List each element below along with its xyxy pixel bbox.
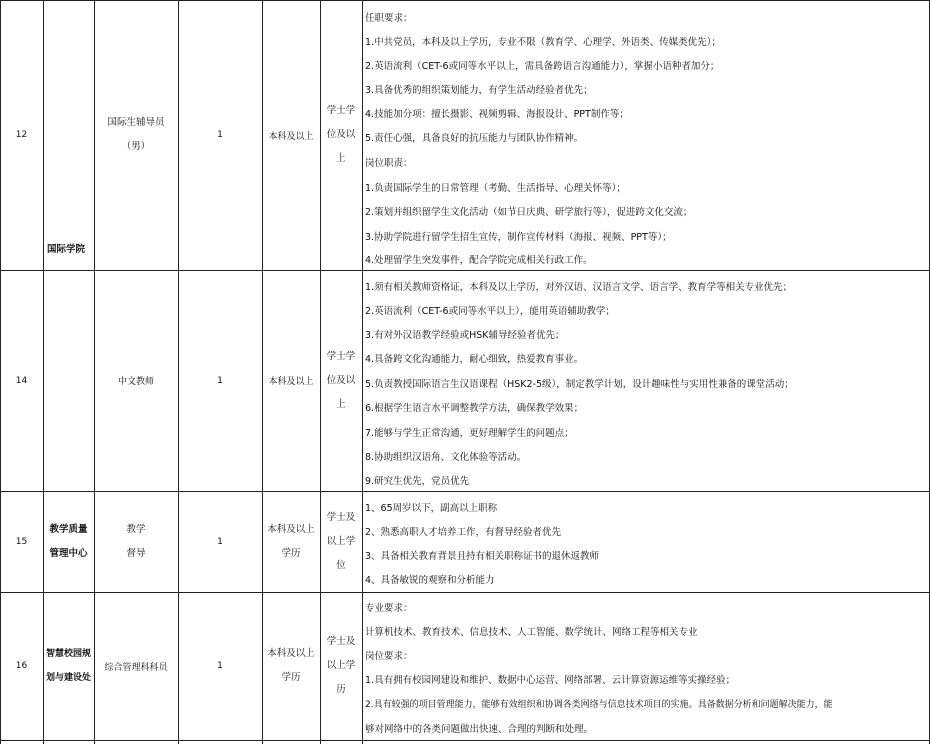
- degree-line: 学士及: [326, 636, 356, 647]
- degree-cell: [320, 592, 362, 740]
- row-number: 14: [15, 375, 28, 386]
- requirement-line: 7.能够与学生正常沟通，更好理解学生的问题点；: [365, 428, 574, 439]
- degree-cell: [320, 270, 362, 491]
- requirement-line: 2.英语流利（CET-6或同等水平以上），能用英语辅助教学；: [365, 306, 615, 317]
- position-cell: 中文教师: [117, 377, 154, 387]
- requirement-line: 任职要求：: [365, 13, 413, 24]
- degree-line: 学士学: [326, 105, 356, 116]
- degree-line: 历: [336, 684, 346, 695]
- requirement-line: 岗位职责：: [365, 158, 413, 169]
- education-line: 学历: [281, 672, 301, 683]
- degree-line: 位: [336, 559, 346, 571]
- position-cell: 综合管理科科员: [104, 662, 168, 673]
- education-cell: [262, 592, 320, 740]
- requirement-line: 2、熟悉高职人才培养工作，有督导经验者优先: [365, 527, 562, 538]
- count-cell: 1: [217, 661, 223, 671]
- count-cell: 1: [217, 375, 223, 386]
- education-line: 本科及以上: [267, 648, 315, 659]
- requirement-line: 专业要求：: [365, 603, 413, 614]
- requirement-line: 4.技能加分项：擅长摄影、视频剪辑、海报设计、PPT制作等；: [365, 109, 629, 120]
- row-divider: [0, 740, 930, 741]
- requirement-line: 2.策划并组织留学生文化活动（如节日庆典、研学旅行等），促进跨文化交流；: [365, 207, 693, 218]
- education-line: 本科及以上: [267, 523, 315, 535]
- requirement-line: 9.研究生优先，党员优先: [365, 476, 470, 487]
- position-line: （男）: [121, 141, 151, 152]
- position-cell: [94, 491, 178, 592]
- degree-line: 学士及: [326, 511, 356, 523]
- row-number: 12: [15, 130, 28, 140]
- count-cell: 1: [217, 536, 223, 547]
- degree-line: 上: [336, 398, 346, 410]
- position-cell: [94, 0, 178, 270]
- col-divider: [362, 0, 363, 744]
- row-number: 15: [15, 536, 28, 547]
- degree-line: 上: [336, 153, 346, 164]
- requirement-line: 1.具有拥有校园网建设和维护、数据中心运营、网络部署、云计算资源运维等实操经验；: [365, 675, 736, 686]
- degree-line: 以上学: [326, 535, 356, 547]
- requirement-line: 1.中共党员，本科及以上学历，专业不限（教育学、心理学、外语类、传媒类优先）；: [365, 37, 721, 48]
- education-cell: [262, 491, 320, 592]
- degree-line: 位及以: [326, 129, 356, 140]
- requirement-line: 2.英语流利（CET-6或同等水平以上，需具备跨语言沟通能力），掌握小语种者加分；: [365, 61, 720, 72]
- requirement-line: 1、65周岁以下，副高以上职称: [365, 503, 498, 514]
- requirement-line: 够对网络中的各类问题做出快速、合理的判断和处理。: [365, 724, 594, 735]
- requirement-line: 岗位要求：: [365, 651, 413, 662]
- requirement-line: 3.有对外汉语教学经验或HSK辅导经验者优先；: [365, 330, 565, 341]
- education-cell: 本科及以上: [268, 377, 314, 387]
- requirement-line: 4.具备跨文化沟通能力，耐心细致，热爱教育事业。: [365, 354, 584, 365]
- department-cell: [43, 0, 94, 491]
- requirement-line: 3.协助学院进行留学生招生宣传，制作宣传材料（海报、视频、PPT等）；: [365, 232, 672, 243]
- requirement-line: 计算机技术、教育技术、信息技术、人工智能、数学统计、网络工程等相关专业: [365, 627, 698, 638]
- requirement-line: 2.具有较强的项目管理能力，能够有效组织和协调各类网络与信息技术项目的实施。具备数据分析和问题解决能力，能: [365, 700, 833, 710]
- education-line: 学历: [281, 547, 301, 559]
- requirement-line: 3、具备相关教育背景且持有相关职称证书的退休返教师: [365, 551, 600, 562]
- department-name: 国际学院: [47, 244, 86, 255]
- department-line: 划与建设处: [45, 673, 91, 683]
- requirement-line: 5.负责教授国际语言生汉语课程（HSK2-5级），制定教学计划，设计趣味性与实用性兼备的课堂活动；: [365, 379, 794, 390]
- row-number: 16: [15, 661, 28, 671]
- degree-line: 位及以: [326, 374, 356, 386]
- degree-cell: [320, 0, 362, 270]
- requirement-line: 5.责任心强，具备良好的抗压能力与团队协作精神。: [365, 133, 584, 144]
- count-cell: 1: [217, 130, 223, 140]
- department-line: 智慧校园规: [45, 649, 91, 659]
- department-cell: [43, 592, 94, 740]
- position-line: 国际生辅导员: [107, 117, 165, 128]
- department-cell: [43, 491, 94, 592]
- requirement-line: 4.处理留学生突发事件，配合学院完成相关行政工作。: [365, 255, 593, 266]
- requirement-line: 1.负责国际学生的日常管理（考勤、生活指导、心理关怀等）；: [365, 183, 626, 194]
- department-line: 管理中心: [49, 547, 88, 559]
- requirement-line: 1.须有相关教师资格证，本科及以上学历，对外汉语、汉语言文学、语言学、教育学等相关专业优先；: [365, 282, 793, 293]
- requirement-line: 3.具备优秀的组织策划能力，有学生活动经验者优先；: [365, 85, 593, 96]
- position-line: 督导: [126, 547, 146, 559]
- degree-line: 学士学: [326, 350, 356, 362]
- requirement-line: 6.根据学生语言水平调整教学方法，确保教学效果；: [365, 403, 584, 414]
- requirement-line: 4、具备敏锐的观察和分析能力: [365, 575, 495, 586]
- education-cell: 本科及以上: [268, 131, 314, 142]
- requirement-line: 8.协助组织汉语角、文化体验等活动。: [365, 452, 527, 463]
- position-line: 教学: [126, 523, 146, 535]
- degree-line: 以上学: [326, 660, 356, 671]
- degree-cell: [320, 491, 362, 592]
- department-line: 教学质量: [49, 523, 88, 535]
